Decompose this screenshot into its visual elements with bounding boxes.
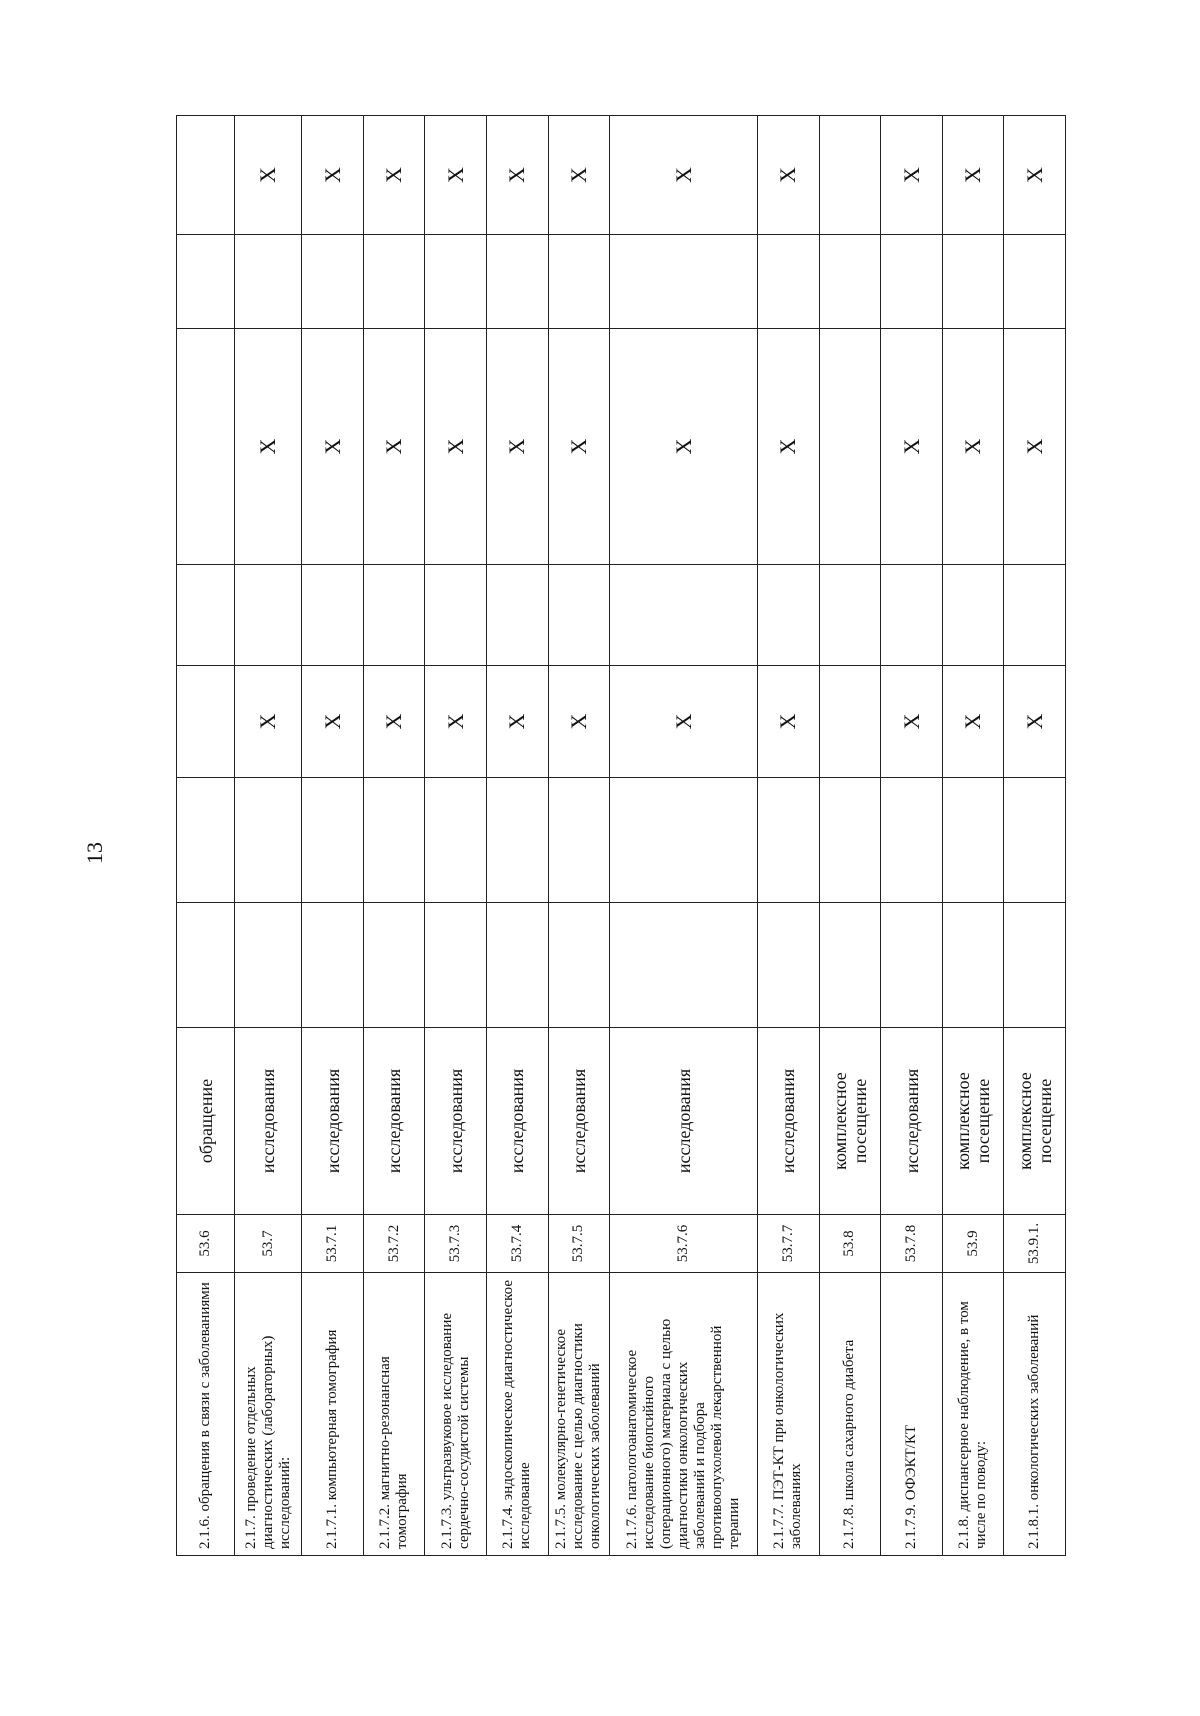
row-unit-cell: исследования [235,1028,302,1215]
table-row [425,116,487,1556]
table-row [819,116,881,1556]
row-value-cell-6 [177,235,235,329]
row-value-cell-4 [302,565,364,666]
table-row [486,116,548,1556]
row-name-cell: 2.1.7.8. школа сахарного диабета [819,1273,881,1556]
row-value-cell-6 [942,235,1004,329]
row-value-cell-7: Х [302,116,364,235]
row-value-cell-4 [363,565,425,666]
row-value-cell-5: Х [302,329,364,565]
table-row [177,116,235,1556]
row-unit-cell: исследования [363,1028,425,1215]
table-container [176,116,1066,1556]
row-value-cell-6 [363,235,425,329]
row-code-cell: 53.7.2 [363,1215,425,1273]
row-value-cell-1 [610,903,758,1028]
row-value-cell-6 [486,235,548,329]
row-code-cell: 53.7.5 [548,1215,610,1273]
row-value-cell-3: Х [610,666,758,778]
row-value-cell-6 [1004,235,1066,329]
row-value-cell-4 [548,565,610,666]
row-value-cell-7: Х [548,116,610,235]
row-value-cell-7: Х [942,116,1004,235]
row-value-cell-6 [881,235,943,329]
row-value-cell-1 [942,903,1004,1028]
row-code-cell: 53.9 [942,1215,1004,1273]
row-value-cell-3: Х [363,666,425,778]
row-value-cell-3: Х [486,666,548,778]
row-name-cell: 2.1.8.1. онкологических заболеваний [1004,1273,1066,1556]
row-value-cell-1 [881,903,943,1028]
row-value-cell-5: Х [942,329,1004,565]
row-value-cell-2 [425,778,487,903]
row-name-cell: 2.1.7.2. магнитно-резонансная томография [363,1273,425,1556]
row-value-cell-5: Х [425,329,487,565]
row-value-cell-1 [363,903,425,1028]
row-value-cell-2 [302,778,364,903]
row-name-cell: 2.1.7.6. патологоанатомическое исследование биопсийного (операционного) материала с целью диагностики онкологических заболеваний и подбора противоопухолевой лекарственной терапии [610,1273,758,1556]
row-value-cell-5: Х [610,329,758,565]
row-value-cell-3: Х [235,666,302,778]
row-unit-cell: исследования [758,1028,820,1215]
row-value-cell-7: Х [486,116,548,235]
row-value-cell-3 [819,666,881,778]
row-value-cell-5: Х [1004,329,1066,565]
row-value-cell-2 [942,778,1004,903]
row-value-cell-1 [819,903,881,1028]
row-value-cell-3: Х [758,666,820,778]
row-value-cell-3: Х [425,666,487,778]
row-value-cell-7: Х [425,116,487,235]
row-code-cell: 53.8 [819,1215,881,1273]
row-value-cell-1 [548,903,610,1028]
row-value-cell-5: Х [486,329,548,565]
row-value-cell-1 [1004,903,1066,1028]
row-value-cell-4 [819,565,881,666]
row-value-cell-1 [758,903,820,1028]
row-value-cell-6 [302,235,364,329]
row-value-cell-7: Х [881,116,943,235]
row-value-cell-5: Х [363,329,425,565]
row-value-cell-7 [819,116,881,235]
row-value-cell-7: Х [235,116,302,235]
table-row [610,116,758,1556]
table-row [942,116,1004,1556]
row-code-cell: 53.7.8 [881,1215,943,1273]
table-row [363,116,425,1556]
row-unit-cell: комплексное посещение [819,1028,881,1215]
row-value-cell-7 [177,116,235,235]
row-value-cell-4 [235,565,302,666]
row-value-cell-4 [1004,565,1066,666]
row-value-cell-3: Х [881,666,943,778]
row-name-cell: 2.1.7.1. компьютерная томография [302,1273,364,1556]
row-unit-cell: исследования [486,1028,548,1215]
row-value-cell-2 [548,778,610,903]
row-value-cell-4 [177,565,235,666]
row-value-cell-5: Х [235,329,302,565]
row-unit-cell: обращение [177,1028,235,1215]
row-value-cell-2 [610,778,758,903]
table-row [758,116,820,1556]
row-value-cell-2 [363,778,425,903]
row-value-cell-2 [881,778,943,903]
row-value-cell-6 [425,235,487,329]
row-code-cell: 53.6 [177,1215,235,1273]
table-row [1004,116,1066,1556]
row-value-cell-7: Х [1004,116,1066,235]
row-code-cell: 53.7.1 [302,1215,364,1273]
row-name-cell: 2.1.7.4. эндоскопическое диагностическое исследование [486,1273,548,1556]
row-code-cell: 53.7.7 [758,1215,820,1273]
row-value-cell-4 [610,565,758,666]
row-name-cell: 2.1.7.5. молекулярно-генетическое исследование с целью диагностики онкологических заболеваний [548,1273,610,1556]
row-value-cell-6 [610,235,758,329]
row-value-cell-7: Х [363,116,425,235]
row-unit-cell: комплексное посещение [942,1028,1004,1215]
row-unit-cell: исследования [425,1028,487,1215]
row-value-cell-7: Х [610,116,758,235]
row-value-cell-1 [177,903,235,1028]
row-name-cell: 2.1.7.3. ультразвуковое исследование сердечно-сосудистой системы [425,1273,487,1556]
row-value-cell-4 [881,565,943,666]
row-code-cell: 53.9.1. [1004,1215,1066,1273]
row-value-cell-2 [235,778,302,903]
row-name-cell: 2.1.7. проведение отдельных диагностических (лабораторных) исследований: [235,1273,302,1556]
row-value-cell-3: Х [302,666,364,778]
row-name-cell: 2.1.8. диспансерное наблюдение, в том числе по поводу: [942,1273,1004,1556]
table-row [881,116,943,1556]
row-name-cell: 2.1.7.7. ПЭТ-КТ при онкологических заболеваниях [758,1273,820,1556]
row-code-cell: 53.7.4 [486,1215,548,1273]
row-name-cell: 2.1.6. обращения в связи с заболеваниями [177,1273,235,1556]
row-value-cell-3: Х [548,666,610,778]
page-number: 13 [82,842,107,864]
row-unit-cell: комплексное посещение [1004,1028,1066,1215]
table-row [302,116,364,1556]
row-unit-cell: исследования [610,1028,758,1215]
row-code-cell: 53.7.3 [425,1215,487,1273]
row-value-cell-2 [758,778,820,903]
table-row [548,116,610,1556]
row-value-cell-5: Х [881,329,943,565]
row-value-cell-6 [819,235,881,329]
row-value-cell-3: Х [1004,666,1066,778]
row-value-cell-5: Х [548,329,610,565]
row-value-cell-2 [486,778,548,903]
row-value-cell-4 [758,565,820,666]
row-value-cell-5 [819,329,881,565]
row-value-cell-3: Х [942,666,1004,778]
row-value-cell-2 [177,778,235,903]
row-value-cell-6 [548,235,610,329]
row-unit-cell: исследования [881,1028,943,1215]
row-code-cell: 53.7.6 [610,1215,758,1273]
row-value-cell-5: Х [758,329,820,565]
row-value-cell-2 [1004,778,1066,903]
row-value-cell-6 [758,235,820,329]
row-name-cell: 2.1.7.9. ОФЭКТ/КТ [881,1273,943,1556]
table-row [235,116,302,1556]
data-table [176,115,1066,1556]
rotated-table-frame [176,116,1066,1556]
row-unit-cell: исследования [302,1028,364,1215]
row-value-cell-4 [425,565,487,666]
row-value-cell-4 [942,565,1004,666]
row-value-cell-1 [302,903,364,1028]
row-value-cell-3 [177,666,235,778]
row-value-cell-1 [235,903,302,1028]
row-code-cell: 53.7 [235,1215,302,1273]
row-value-cell-7: Х [758,116,820,235]
row-value-cell-1 [425,903,487,1028]
row-unit-cell: исследования [548,1028,610,1215]
row-value-cell-4 [486,565,548,666]
row-value-cell-1 [486,903,548,1028]
row-value-cell-5 [177,329,235,565]
row-value-cell-6 [235,235,302,329]
row-value-cell-2 [819,778,881,903]
